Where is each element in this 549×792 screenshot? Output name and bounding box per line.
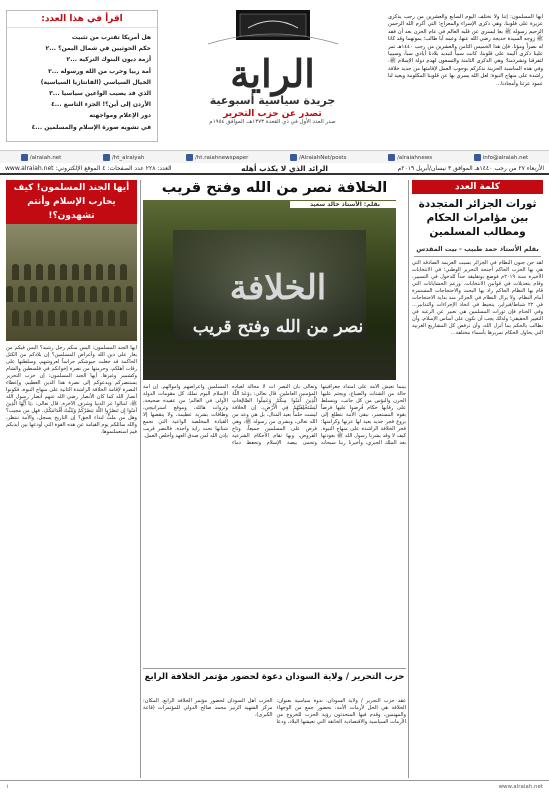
email-icon [474, 154, 481, 161]
side-body: أيها الجند المسلمون: أليس منكم رجل رشيد؟ أليس فيكم من يغار على دين الله وأعراض المسلمين؟ إن بلادكم من الكتل الحاكمة قد جعلت جيوشكم حراساً لعروشهم، وسلطتها على رقاب أهلكم، وحرمتها من نصرة إخوانكم في فلسطين والشام وكشمير وغيرها. أيها الجند المسلمون: إن حزب التحرير يستنصركم ويدعوكم إلى نصرة هذا الدين العظيم، وإعطاء النصرة لإقامة الخلافة الراشدة الثانية على منهاج النبوة، فكونوا أنصار الله كما كان الأنصار رضي الله عنهم أنصار رسول الله ﷺ، لتنالوا عز الدنيا وشرف الآخرة. قال تعالى: ﴿يَا أَيُّهَا الَّذِينَ آمَنُوا إِن تَنصُرُوا اللَّهَ يَنصُرْكُمْ وَيُثَبِّتْ أَقْدَامَكُمْ﴾. فهل من مجيب؟ وهل من ملبٍّ لنداء الحق؟ إن التاريخ يسجل، والأمة تنتظر، والله سائلكم يوم القيامة عن هذه القوة التي أودعها بين أيديكم فيم استعملتموها. [6, 345, 137, 435]
divider [143, 668, 406, 669]
toc-item[interactable]: في تشويه صورة الإسلام والمسلمين ...٤ [31, 123, 151, 131]
page-number: ١ [6, 783, 9, 790]
column-divider [408, 180, 409, 778]
toc-item[interactable]: الخيال السياسي (الفانتازيا السياسية) [40, 78, 151, 86]
established-note: صدر العدد الأول في ذي القعدة ١٣٧٣هـ، الموافق ١٩٥٤م [209, 119, 336, 125]
page-footer [0, 780, 549, 792]
editorial-headline[interactable]: ثورات الجزائر المتجددة بين مؤامرات الحكام ومطالب المسلمين [418, 198, 537, 238]
issue-number: العدد: ٢٢٨ عدد الصفحات: ٤ الموقع الإلكتروني: www.alraiah.net [5, 164, 172, 172]
column-divider [140, 180, 141, 778]
editorial-label: كلمة العدد [412, 180, 543, 194]
toc-item[interactable]: دور الإعلام ومواجهته [89, 112, 151, 120]
social-link-posts[interactable]: /AlraiahNet/posts [290, 154, 346, 161]
divider [414, 256, 541, 257]
image-caption-sub: نصر من الله وفتح قريب [192, 317, 364, 337]
logo-subtitle: جريدة سياسية أسبوعية [209, 94, 336, 107]
toc-item[interactable]: الذي قد يصيب الواعين سياسيا ...٣ [49, 90, 151, 98]
toc-item[interactable]: حكم الحوثيين في شمال اليمن؟ ...٢ [45, 45, 151, 53]
editorial-body: لقد جن جنون النظام في الجزائر بسبب العزيمة الصادقة التي هي بها الحزب الحاكم أجنحة التحرير الوطني؛ في الانتخابات الأخيرة سنة ٢٠١٩م فوضع بوتفليقة حداً للدخول في التسيير، وقام بتعديلات في قوانين الانتخابات. وزعم الحشايانات التي قام بها النظام الحاكم زاد بها البحث والاحتجاجات المستمرة أمام النظام. ولا يزال النظام في الجزائر منذ بداية الاحتجاجات في ٢٢ شباط/فبراير، يتخبط في اتخاذ الإجراءات والتدابير... وفي الختام فإن ثورات المسلمين هي تعبير عن الرغبة في التغيير الحقيقي؛ ولذلك يجب أن تكون على أساس الإسلام، وأن تطالب بالحكم بما أنزل الله، وأن ترفض كل المشاريع الغربية التي يحاول الحكام تمريرها بأسماء مختلفة... [412, 260, 543, 336]
toc-title: اقرأ في هذا العدد: [7, 11, 157, 28]
sudan-headline[interactable]: حزب التحرير / ولاية السودان دعوة لحضور مؤتمر الخلافة الرابع [144, 672, 405, 682]
publisher: تصدر عن حزب التحرير [223, 109, 322, 119]
twitter-icon [103, 154, 110, 161]
logo [185, 6, 360, 140]
logo-title: الراية [230, 51, 315, 96]
lead-body: بينما تعيش الأمة على امتداد جغرافيتها حالة من الشتات والضياع، ويجثم عليها الحزن والبؤس من كل جانب، ويتسلط على رقابها حكام فُرِضوا عليها فرضاً بقوة المستعمر، تبقى الأمة تتطلع إلى بزوغ فجر جديد يعيد لها عزتها وكرامتها؛ فجر الخلافة الراشدة على منهاج النبوة. كيف لا وقد بشرنا رسول الله ﷺ بعودتها بعد الملك الجبري، وأخبرنا ربنا سبحانه وتعالى بأن النصر آت لا محالة لعباده المؤمنين العاملين. قال تعالى: ﴿وَعَدَ اللَّهُ الَّذِينَ آمَنُوا مِنكُمْ وَعَمِلُوا الصَّالِحَاتِ لَيَسْتَخْلِفَنَّهُمْ فِي الْأَرْضِ﴾. إن الخلافة ليست حلماً بعيد المنال، بل هي وعد من الله تعالى، وبشرى من رسوله ﷺ، وهي فرض على المسلمين جميعاً، وتاج الفروض، وبها تقام الأحكام الشرعية وتحمى بيضة الإسلام وتحفظ دماء المسلمين وأعراضهم وأموالهم. إن أمة الإسلام اليوم تملك كل مقومات الدولة الأولى في العالم؛ من عقيدة صحيحة، وثروات هائلة، وموقع استراتيجي، وطاقات بشرية عظيمة، ولا ينقصها إلا القيادة المخلصة الواعية التي تجمع شتاتها تحت راية واحدة. فالنصر قريب بإذن الله لمن صدق العهد وأخلص العمل. [143, 384, 406, 446]
slogan: الرائد الذي لا يكذب أهله [241, 163, 328, 173]
side-headline[interactable]: أيها الجند المسلمون! كيف يحارب الإسلام وأنتم تشهدون؟! [6, 180, 137, 224]
table-of-contents [6, 10, 158, 142]
editorial-byline: بقلم الأستاذ حمد طبيب - بيت المقدس [416, 245, 539, 253]
social-link-web[interactable]: /alraiah.net [21, 154, 62, 161]
social-link-news[interactable]: /alraiahnews [388, 154, 432, 161]
issue-info-bar [0, 163, 549, 175]
issue-date: الأربعاء ٢٧ من رجب ١٤٤٠هـ الموافق ٣ نيسان/أبريل ٢٠١٩م [397, 164, 544, 172]
toc-item[interactable]: أزمة ديون البنوك التركية ...٢ [66, 56, 151, 64]
masthead [0, 0, 549, 150]
facebook-icon [290, 154, 297, 161]
toc-item[interactable]: أمة ربيا وحرب من الله ورسوله ...٢ [48, 67, 151, 75]
image-caption-main: الخلافة [229, 268, 327, 308]
sudan-body: عقد حزب التحرير / ولاية السودان، ندوة سياسية بعنوان: الخلافة هي الحل لأزمات الأمة، بحضور جمع من الوجهاء والمهتمين، وقدم فيها المتحدثون رؤية الحزب للخروج من الأزمات السياسية والاقتصادية الخانقة التي تعيشها البلاد، ودعا الحزب أهل السودان لحضور مؤتمر الخلافة الرابع. المكان: مركز الشهيد الزبير محمد صالح الدولي للمؤتمرات (قاعة الكبرى). [143, 698, 406, 725]
soldiers-image [6, 224, 137, 341]
banner-icon [188, 6, 358, 54]
intro-paragraph: أيها المسلمون: إننا ولا نختلف اليوم السابع والعشرين من رجب يذكرى عزيزة على قلوبنا، وهي ذكرى الإسراء والمعراج؛ التي أكرم الله الرحمن الرحيم رسوله ﷺ بعا ليسري عن قلبه العالم في عام الحزن بعد أن فقد ﷺ زوجه السيدة خديجة رضي الله عنها، وعمه أبا طالب؛ بموتهما وقد كانا له نصراً ومؤنا. فإن هذا الخميس الثامن والعشرين من رجب ١٤٤٠هـ تمر علينا ذكرى أليمة على قلوبنا، كانت سبباً لتبديد بلادنا أيادي سبأ، وسبيبا لتفرقنا وتشرذمنا؛ وهي الذكرى الثامنة والتسعون لهدم دولة الإسلام ﷺ. وفي هذه المناسبة الحزينة نذكركم بوجوب العمل لإقامتها من جديد خلافة راشدة على منهاج النبوة؛ لعل الله يسري بها عن قلوبنا المكلومة ويعيد لنا عمود عزتنا وأمجادنا... [388, 14, 543, 87]
social-links [0, 150, 549, 164]
toc-item[interactable]: الأردن إلى أين؟! الجزء التاسع ...٤ [51, 101, 151, 109]
web-icon [21, 154, 28, 161]
lead-image [143, 200, 396, 380]
social-link-twitter[interactable]: /ht_alraiyah [103, 154, 144, 161]
lead-byline: بقلم: الأستاذ خالد سعيد [290, 201, 400, 208]
facebook-icon [186, 154, 193, 161]
lead-headline[interactable]: الخلافة نصر من الله وفتح قريب [161, 180, 388, 196]
footer-site[interactable]: www.alraiah.net [498, 783, 543, 790]
social-link-facebook[interactable]: /ht.raiahnewspaper [186, 154, 249, 161]
toc-item[interactable]: هل أمريكا تقترب من تثبيت [71, 34, 151, 41]
youtube-icon [388, 154, 395, 161]
social-link-email[interactable]: info@alraiah.net [474, 154, 529, 161]
